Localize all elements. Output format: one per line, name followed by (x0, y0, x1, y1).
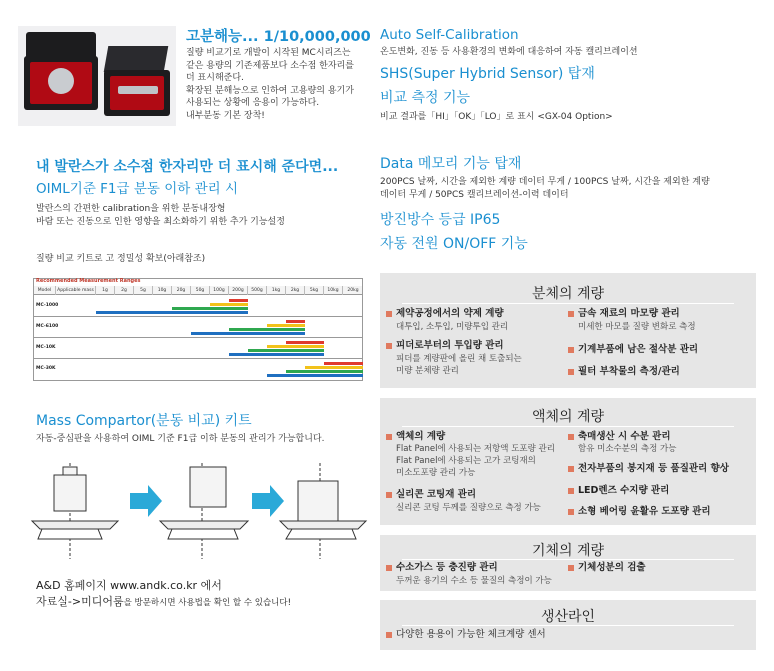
list-item: 피더로부터의 투입량 관리 (386, 339, 504, 352)
list-item: 전자부품의 봉지재 등 품질관리 향상 (568, 462, 729, 475)
list-item: 필터 부착물의 측정/관리 (568, 365, 680, 378)
table-caption: 질량 비교 키트로 고 정밀성 확보(아래참조) (36, 254, 206, 264)
oiml-heading: OIML기준 F1급 분동 이하 관리 시 (36, 181, 238, 197)
table-header: Model Applicable mass 1g 2g 5g 10g 20g 50g 100g 200g 500g 1kg 2kg 5kg 10kg 20kg (34, 286, 362, 295)
list-item: 기계부품에 남은 절삭분 관리 (568, 343, 698, 356)
table-row: MC-1000 (34, 296, 362, 317)
panel-title: 기체의 계량 (531, 543, 605, 559)
list-item: 소형 베어링 윤활유 도포량 관리 (568, 505, 711, 518)
production-line-panel (380, 600, 756, 650)
list-item: 제약공정에서의 약제 계량 (386, 307, 504, 320)
panel-title: 분체의 계량 (531, 286, 605, 302)
table-title: Recommended Measurement Ranges (36, 278, 141, 284)
auto-calibration-text: 온도변화, 진동 등 사용환경의 변화에 대응하여 자동 캘리브레이션 (380, 47, 638, 57)
list-item: 축매생산 시 수분 관리 (568, 430, 671, 443)
shs-heading: SHS(Super Hybrid Sensor) 탑재 (380, 66, 595, 82)
homepage-line: A&D 홈페이지 www.andk.co.kr 에서 (36, 579, 222, 592)
compare-text: 비교 결과를「HI」「OK」「LO」로 표시 <GX-04 Option> (380, 112, 613, 122)
ip65-heading: 방진방수 등급 IP65 (380, 212, 501, 228)
data-memory-heading: Data 메모리 기능 탑재 (380, 156, 522, 172)
table-row: MC-6100 (34, 317, 362, 338)
list-item: 기체성분의 검출 (568, 561, 646, 574)
comparator-diagram (30, 455, 375, 567)
list-item: 수소가스 등 충진량 관리 (386, 561, 498, 574)
data-memory-text: 200PCS 날짜, 시간을 제외한 계량 데이터 무게 / 100PCS 날짜, 시간을 제외한 계량 데이터 무게 / 50PCS 캘리브레이션-이력 데이터 (380, 177, 710, 200)
product-photo (18, 26, 176, 126)
oiml-text: 발란스의 간편한 calibration을 위한 분동내장형 바람 또는 진동으로 인한 영향을 최소화하기 위한 추가 기능설정 (36, 204, 285, 227)
list-item: 액체의 계량 (386, 430, 445, 443)
auto-calibration-heading: Auto Self-Calibration (380, 27, 519, 43)
panel-title: 액체의 계량 (531, 409, 605, 425)
gas-panel: 기체의 계량 수소가스 등 충진량 관리 두꺼운 용기의 수소 등 물질의 측정이 가능 기체성분의 검출 (380, 535, 756, 591)
headline: 내 발란스가 소수점 한자리만 더 표시해 준다면... (36, 159, 339, 175)
download-line: 자료실->미디어룸을 방문하시면 사용법을 확인 할 수 있습니다! (36, 595, 291, 608)
table-row: MC-30K (34, 359, 362, 381)
list-item: 실리콘 코팅재 관리 (386, 488, 476, 501)
mass-comparator-heading: Mass Compartor(분동 비교) 키트 (36, 413, 252, 429)
measurement-range-table (33, 278, 363, 381)
list-item: 금속 재료의 마모량 관리 (568, 307, 680, 320)
panel-title: 생산라인 (540, 609, 596, 625)
list-item: 다양한 용용이 가능한 체크계량 센서 (386, 628, 546, 641)
mass-comparator-text: 자동-중심판을 사용하여 OIML 기준 F1급 이하 분동의 관리가 가능합니다. (36, 434, 325, 444)
auto-power-heading: 자동 전원 ON/OFF 기능 (380, 236, 528, 252)
liquid-panel: 액체의 계량 액체의 계량 Flat Panel에 사용되는 저항액 도포량 관리 Flat Panel에 사용되는 고가 코팅재의 미소도포량 관리 가능 실리콘 코팅재 관리 실리콘 코팅 두께를 질량으로 측정 가능 축매생산 시 수분 관리 함유 미소수분의 측정 가능 전자부품의 봉지재 등 품질관리 향상 LED렌즈 수지량 관리 소형 베어링 윤활유 도포량 관리 (380, 398, 756, 525)
resolution-heading: 고분해능... 1/10,000,000 (186, 29, 371, 45)
table-row: MC-10K (34, 338, 362, 359)
resolution-text: 질량 비교기로 개발이 시작된 MC시리즈는 같은 용량의 기존제품보다 소수점 한자리를 더 표시해준다. 확장된 분해능으로 인하여 고용량의 용기가 사용되는 상황에 응용이 가능하다. 내부분동 기본 장착! (186, 48, 354, 121)
compare-heading: 비교 측정 기능 (380, 90, 471, 106)
powder-panel: 분체의 계량 제약공정에서의 약제 계량 대투입, 소투입, 미량투입 관리 피더로부터의 투입량 관리 피더를 계량판에 올린 채 토출되는 미량 분체량 관리 금속 재료의 마모량 관리 미세한 마모를 질량 변화로 측정 기계부품에 남은 절삭분 관리 필터 부착물의 측정/관리 (380, 273, 756, 388)
list-item: LED렌즈 수지량 관리 (568, 484, 669, 497)
